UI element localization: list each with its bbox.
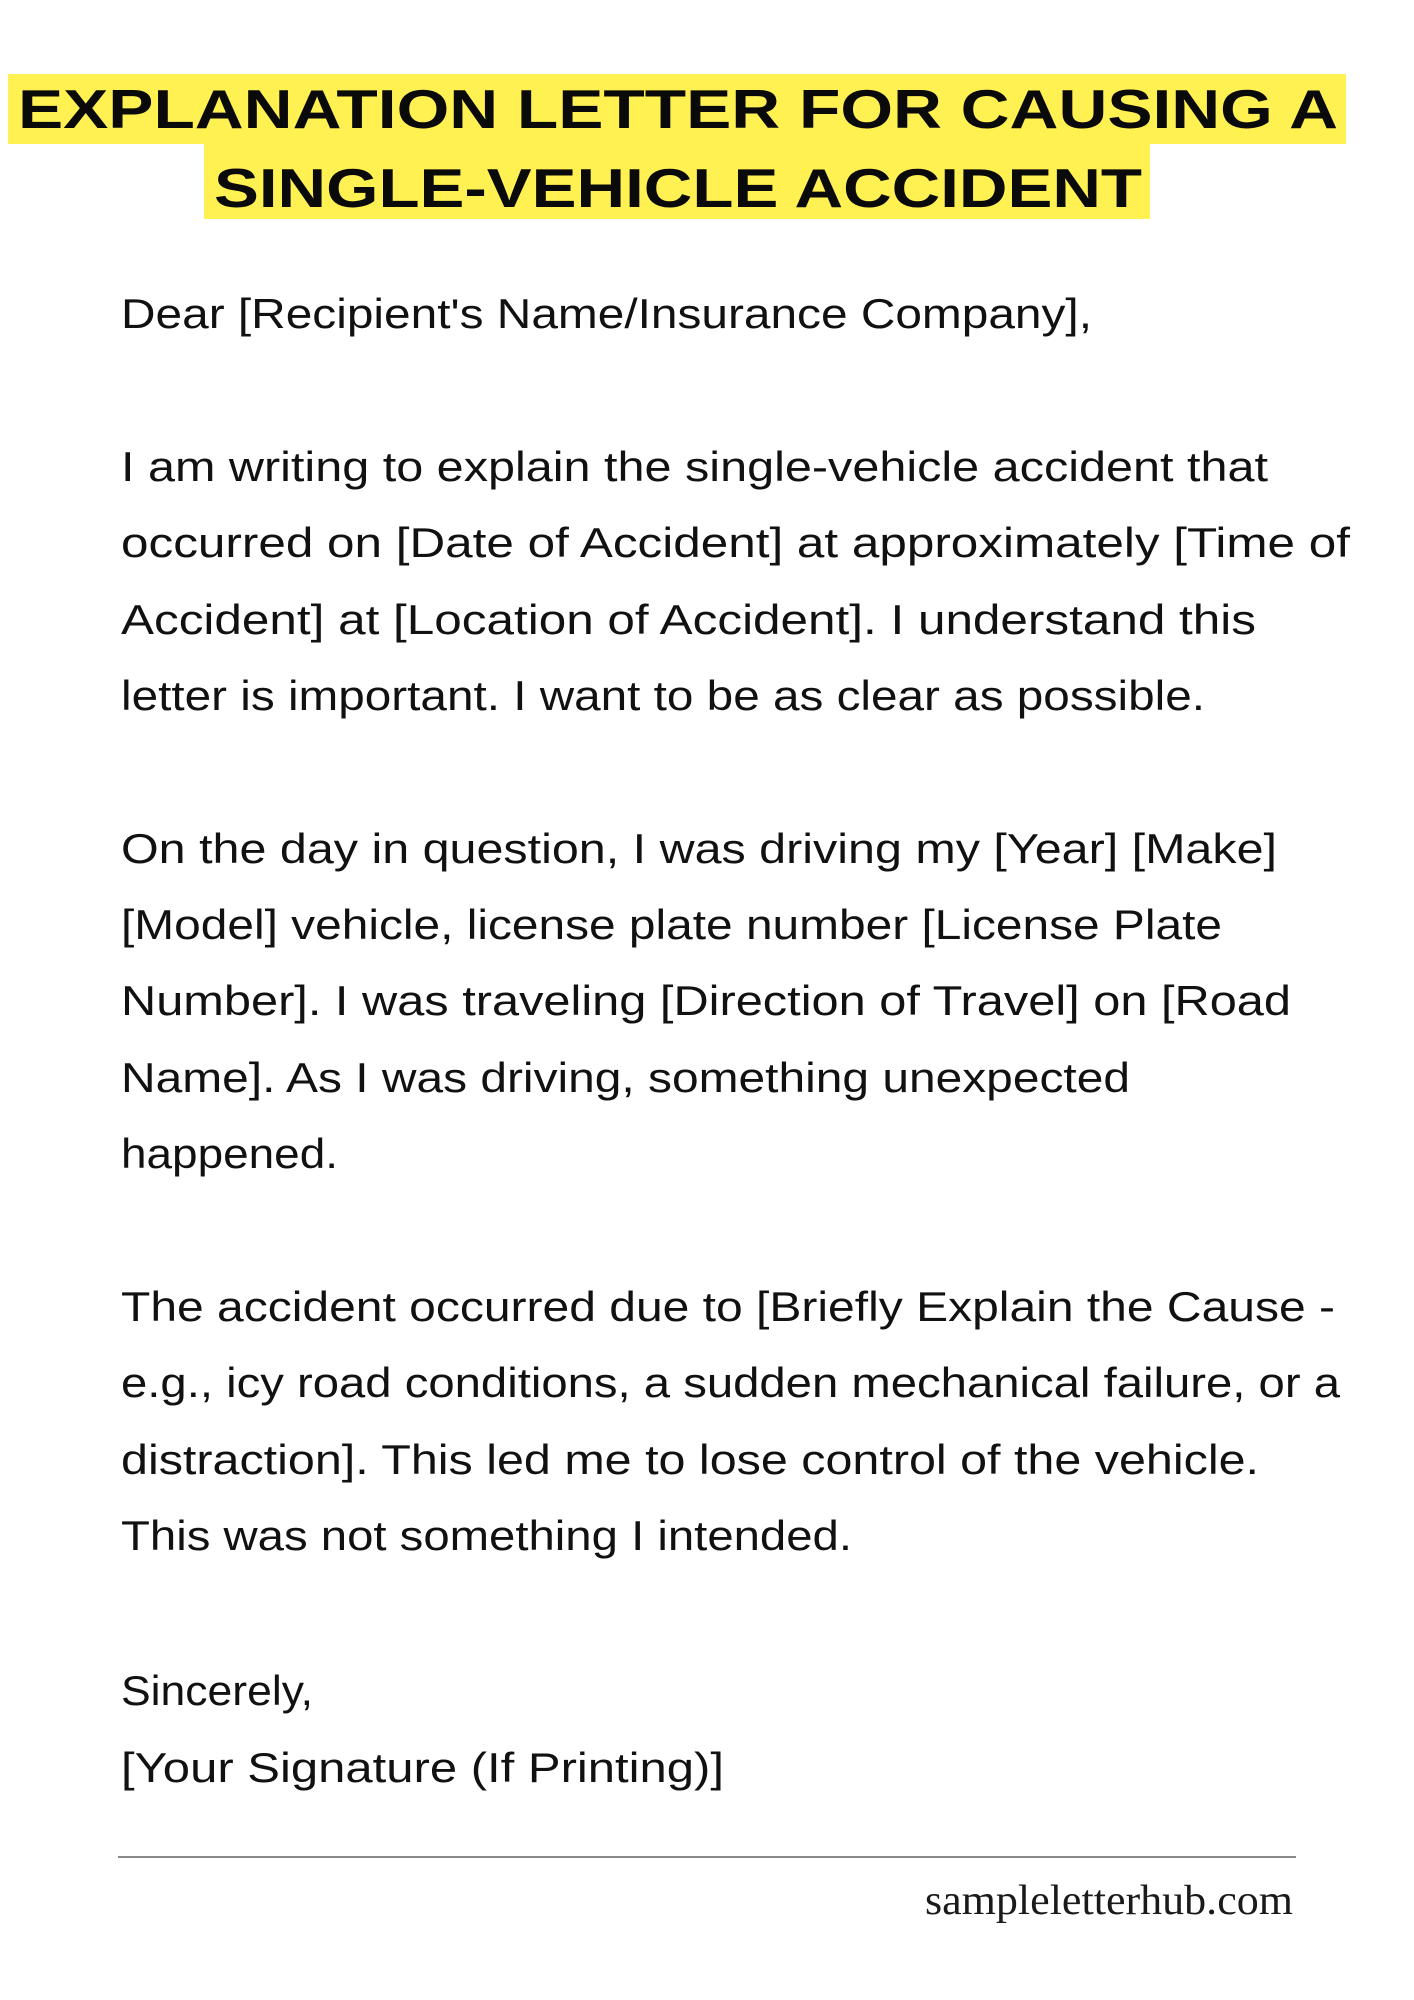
paragraph-line: letter is important. I want to be as clear as possible. xyxy=(121,672,1205,719)
paragraph-line: happened. xyxy=(121,1130,338,1177)
paragraph-3 xyxy=(121,1283,1341,1559)
paragraph-line: occurred on [Date of Accident] at approximately [Time of xyxy=(121,519,1351,566)
salutation: Dear [Recipient's Name/Insurance Company], xyxy=(121,290,1092,337)
paragraph-1 xyxy=(121,443,1350,719)
title-block xyxy=(8,74,1346,219)
footer-divider xyxy=(118,1856,1296,1858)
paragraph-line: On the day in question, I was driving my [Year] [Make] xyxy=(121,825,1277,872)
paragraph-line: This was not something I intended. xyxy=(121,1512,852,1559)
footer-site-name: sampleletterhub.com xyxy=(925,1878,1294,1924)
closing: Sincerely, xyxy=(121,1667,313,1714)
paragraph-line: distraction]. This led me to lose control of the vehicle. xyxy=(121,1436,1259,1483)
signature-placeholder: [Your Signature (If Printing)] xyxy=(121,1744,724,1791)
paragraph-line: I am writing to explain the single-vehicle accident that xyxy=(121,443,1269,490)
paragraph-line: e.g., icy road conditions, a sudden mechanical failure, or a xyxy=(121,1359,1341,1406)
page-title-line-1: EXPLANATION LETTER FOR CAUSING A xyxy=(18,78,1338,140)
paragraph-2 xyxy=(121,825,1291,1177)
paragraph-line: [Model] vehicle, license plate number [License Plate xyxy=(121,901,1222,948)
page-title-line-2: SINGLE-VEHICLE ACCIDENT xyxy=(214,157,1142,219)
paragraph-line: Accident] at [Location of Accident]. I understand this xyxy=(121,596,1256,643)
paragraph-line: Name]. As I was driving, something unexpected xyxy=(121,1054,1130,1101)
paragraph-line: The accident occurred due to [Briefly Explain the Cause - xyxy=(121,1283,1335,1330)
paragraph-line: Number]. I was traveling [Direction of Travel] on [Road xyxy=(121,977,1291,1024)
